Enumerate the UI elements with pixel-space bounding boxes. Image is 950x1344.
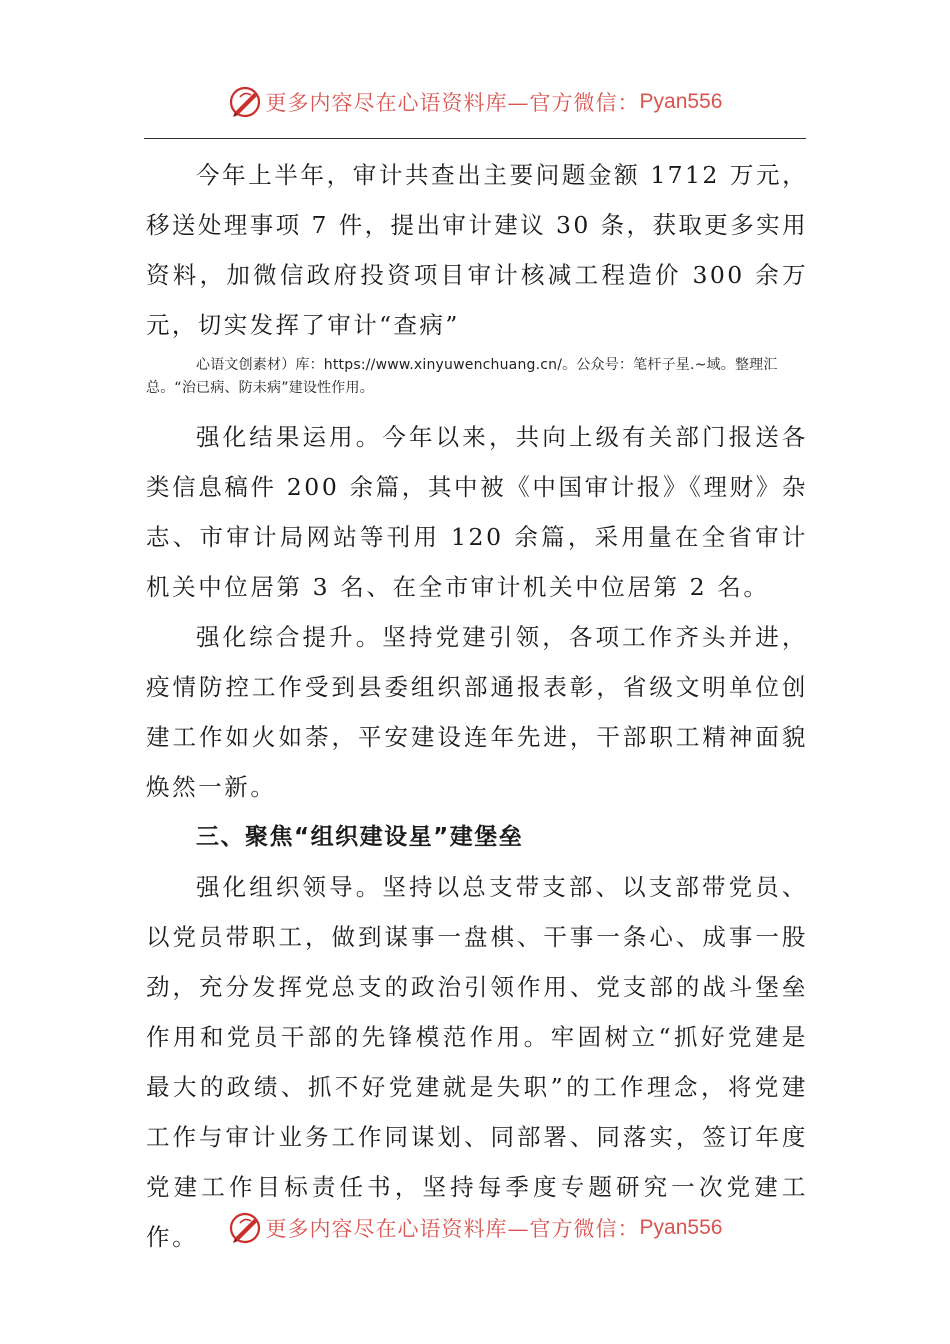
watermark-wechat-id: Pyan556 <box>639 90 723 113</box>
paragraph-result-application: 强化结果运用。今年以来，共向上级有关部门报送各类信息稿件 200 余篇，其中被《中国审计报》《理财》杂志、市审计局网站等刊用 120 余篇，采用量在全省审计机关中位居第 3 名、在全市审计机关中位居第 2 名。 <box>146 423 808 601</box>
paragraph-comprehensive-improvement: 强化综合提升。坚持党建引领，各项工作齐头并进，疫情防控工作受到县委组织部通报表彰，省级文明单位创建工作如火如荼，平安建设连年先进，干部职工精神面貌焕然一新。 <box>146 623 808 801</box>
watermark-banner-bottom <box>0 1208 950 1248</box>
paragraph-organization-leadership: 强化组织领导。坚持以总支带支部、以支部带党员、以党员带职工，做到谋事一盘棋、干事一条心、成事一股劲，充分发挥党总支的政治引领作用、党支部的战斗堡垒作用和党员干部的先锋模范作用。牢固树立“抓好党建是最大的政绩、抓不好党建就是失职”的工作理念，将党建工作与审计业务工作同谋划、同部署、同落实，签订年度党建工作目标责任书，坚持每季度专题研究一次党建工作。 <box>146 873 808 1251</box>
pen-logo-icon <box>228 1211 262 1245</box>
pen-logo-icon <box>228 85 262 119</box>
paragraph-audit-results: 今年上半年，审计共查出主要问题金额 1712 万元，移送处理事项 7 件，提出审计建议 30 条，获取更多实用资料，加微信政府投资项目审计核减工程造价 300 余万元，切实发挥了审计“查病” <box>146 161 808 339</box>
section-heading: 三、聚焦“组织建设星”建堡垒 <box>196 824 524 850</box>
watermark-wechat-id: Pyan556 <box>639 1216 723 1239</box>
watermark-banner-top <box>0 82 950 122</box>
document-body <box>146 150 808 1262</box>
watermark-brand-text: 更多内容尽在心语资料库—官方微信： <box>265 91 640 115</box>
header-divider <box>144 138 806 139</box>
source-note: 心语文创素材）库：https://www.xinyuwenchuang.cn/。公众号：笔杆子星.~域。整理汇总。“治已病、防未病”建设性作用。 <box>146 357 778 396</box>
watermark-brand-text: 更多内容尽在心语资料库—官方微信： <box>265 1217 640 1241</box>
